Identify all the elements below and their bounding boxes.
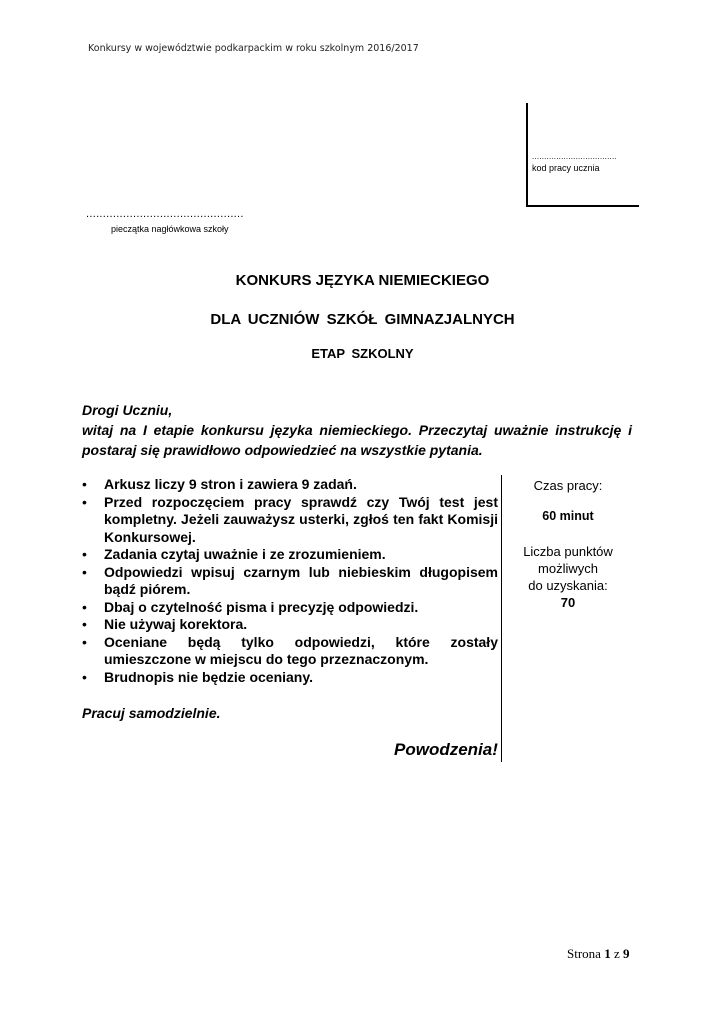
contest-stage: ETAP SZKOLNY bbox=[311, 346, 414, 361]
instruction-item: • Zadania czytaj uważnie i ze zrozumieniem. bbox=[82, 546, 386, 562]
bullet-icon: • bbox=[82, 563, 87, 580]
time-value: 60 minut bbox=[542, 509, 594, 523]
header-note: Konkursy w województwie podkarpackim w roku szkolnym 2016/2017 bbox=[88, 43, 419, 54]
school-stamp-dots: ............................................... bbox=[86, 208, 244, 220]
bullet-icon: • bbox=[82, 476, 87, 492]
page-number: Strona 1 z 9 bbox=[567, 946, 630, 961]
greeting: Drogi Uczniu, bbox=[82, 402, 173, 418]
student-code-label: kod pracy ucznia bbox=[532, 163, 600, 173]
points-label: Liczba punktów możliwych do uzyskania: bbox=[523, 544, 613, 593]
intro-text: witaj na I etapie konkursu języka niemieckiego. Przeczytaj uważnie instrukcję i postaraj się prawidłowo odpowiedzieć na wszystkie pytania. bbox=[82, 422, 632, 458]
instruction-item: • Brudnopis nie będzie oceniany. bbox=[82, 668, 313, 685]
points-value: 70 bbox=[560, 595, 576, 610]
student-code-dots: ................................... bbox=[532, 152, 617, 161]
contest-title: KONKURS JĘZYKA NIEMIECKIEGO bbox=[235, 272, 490, 289]
instruction-item: • Przed rozpoczęciem pracy sprawdź czy Twój test jest kompletny. Jeżeli zauważysz usterki, zgłoś ten fakt Komisji Konkursowej. bbox=[82, 493, 498, 545]
bullet-icon: • bbox=[82, 633, 87, 650]
side-divider bbox=[501, 475, 502, 762]
good-luck-text: Powodzenia! bbox=[394, 740, 498, 759]
instruction-item: • Nie używaj korektora. bbox=[82, 616, 248, 632]
instructions-list bbox=[82, 476, 498, 686]
bullet-icon: • bbox=[82, 546, 87, 562]
bullet-icon: • bbox=[82, 598, 87, 615]
school-stamp-label: pieczątka nagłówkowa szkoły bbox=[111, 224, 229, 234]
instruction-item: • Oceniane będą tylko odpowiedzi, które zostały umieszczone w miejscu do tego przeznaczonym. bbox=[82, 633, 498, 667]
time-label: Czas pracy: bbox=[533, 478, 603, 493]
bullet-icon: • bbox=[82, 616, 87, 632]
bullet-icon: • bbox=[82, 493, 87, 510]
instruction-item: • Odpowiedzi wpisuj czarnym lub niebieskim długopisem bądź piórem. bbox=[82, 563, 498, 597]
contest-subtitle: DLA UCZNIÓW SZKÓŁ GIMNAZJALNYCH bbox=[210, 311, 515, 328]
bullet-icon: • bbox=[82, 668, 87, 685]
instruction-item: • Dbaj o czytelność pisma i precyzję odpowiedzi. bbox=[82, 598, 419, 615]
closing-note: Pracuj samodzielnie. bbox=[82, 705, 221, 721]
instruction-item: • Arkusz liczy 9 stron i zawiera 9 zadań. bbox=[82, 476, 357, 492]
